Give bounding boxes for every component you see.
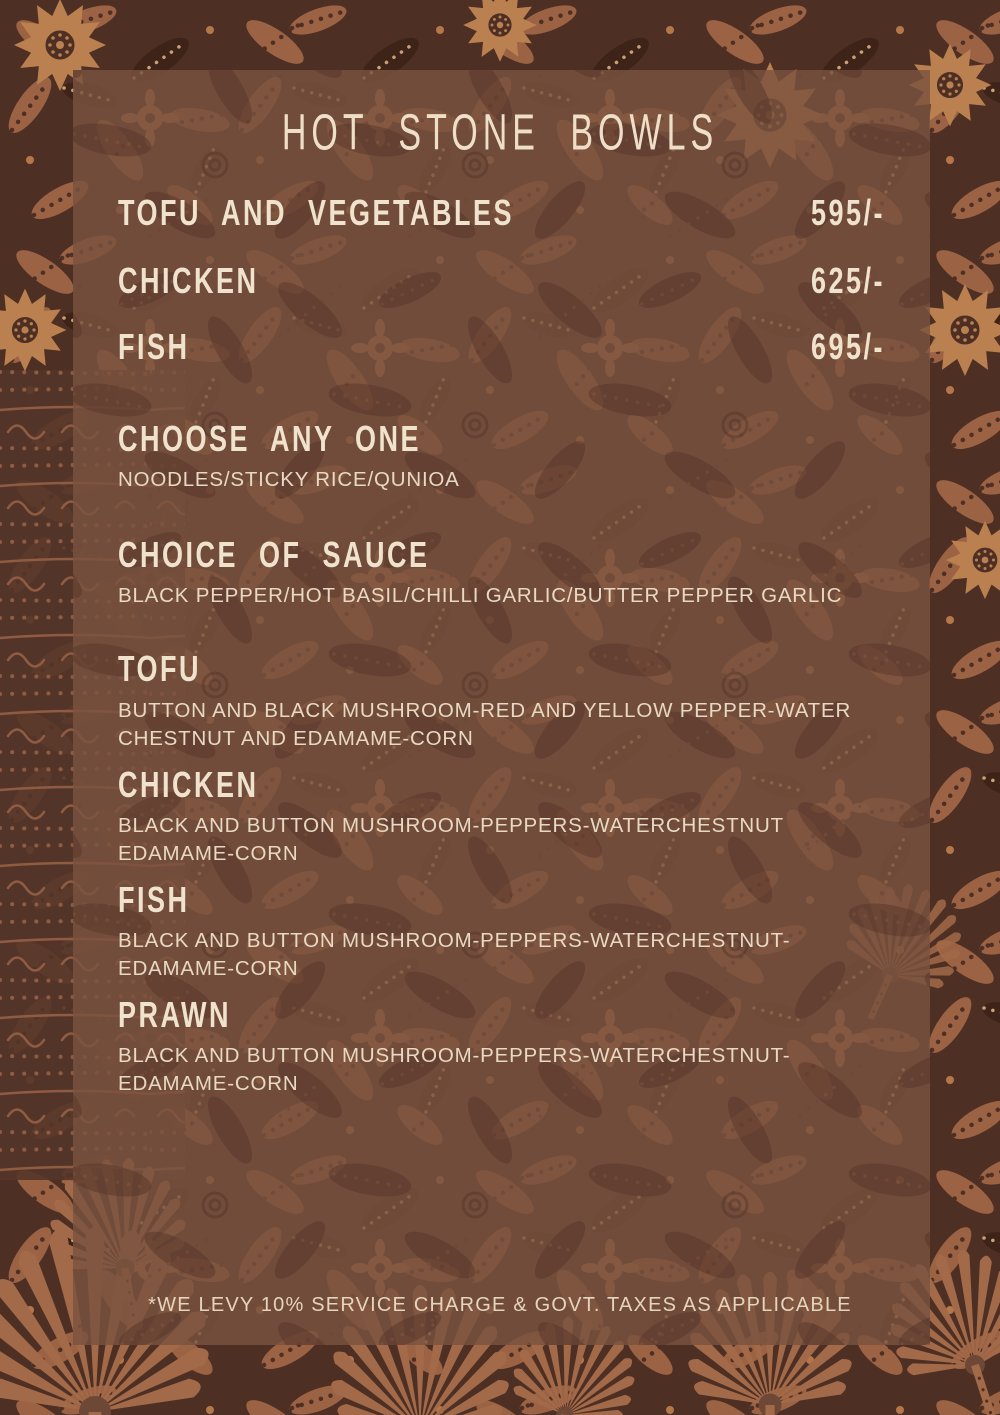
section-heading-text: CHOICE OF SAUCE — [118, 534, 430, 575]
variant-heading — [118, 879, 190, 920]
variant-detail-line: BLACK AND BUTTON MUSHROOM-PEPPERS-WATERCHESTNUT- — [118, 1044, 791, 1067]
menu-item-row — [118, 192, 885, 233]
variant-heading-text: PRAWN — [118, 994, 231, 1035]
section-heading — [118, 418, 422, 459]
service-charge-note: *WE LEVY 10% SERVICE CHARGE & GOVT. TAXES AS APPLICABLE — [148, 1294, 852, 1316]
section-detail: BLACK PEPPER/HOT BASIL/CHILLI GARLIC/BUTTER PEPPER GARLIC — [118, 584, 843, 607]
variant-detail-line: CHESTNUT AND EDAMAME-CORN — [118, 727, 474, 750]
item-price: 595/- — [810, 192, 885, 233]
variant-heading — [118, 648, 201, 689]
page-title-text: HOT STONE BOWLS — [281, 104, 719, 162]
variant-heading-text: FISH — [118, 879, 190, 920]
variant-detail-line: BLACK AND BUTTON MUSHROOM-PEPPERS-WATERCHESTNUT- — [118, 929, 791, 952]
variant-heading-text: TOFU — [118, 648, 201, 689]
variant-detail-line: EDAMAME-CORN — [118, 957, 299, 980]
variant-detail — [118, 927, 791, 983]
variant-heading — [118, 994, 231, 1035]
section-heading — [118, 534, 430, 575]
item-price: 625/- — [810, 260, 885, 301]
section-heading-text: CHOOSE ANY ONE — [118, 418, 422, 459]
variant-detail — [118, 1042, 791, 1098]
section-detail: NOODLES/STICKY RICE/QUNIOA — [118, 468, 460, 491]
variant-detail-line: BUTTON AND BLACK MUSHROOM-RED AND YELLOW PEPPER-WATER — [118, 699, 852, 722]
item-name: FISH — [118, 326, 190, 367]
variant-heading-text: CHICKEN — [118, 764, 259, 805]
menu-item-row — [118, 326, 885, 367]
variant-detail — [118, 812, 784, 868]
variant-heading — [118, 764, 259, 805]
variant-detail — [118, 697, 852, 753]
variant-detail-line: EDAMAME-CORN — [118, 842, 299, 865]
menu-item-row — [118, 260, 885, 301]
item-name: CHICKEN — [118, 260, 259, 301]
item-price: 695/- — [810, 326, 885, 367]
variant-detail-line: EDAMAME-CORN — [118, 1072, 299, 1095]
variant-detail-line: BLACK AND BUTTON MUSHROOM-PEPPERS-WATERCHESTNUT — [118, 814, 784, 837]
page-title — [0, 104, 1000, 162]
item-name: TOFU AND VEGETABLES — [118, 192, 515, 233]
